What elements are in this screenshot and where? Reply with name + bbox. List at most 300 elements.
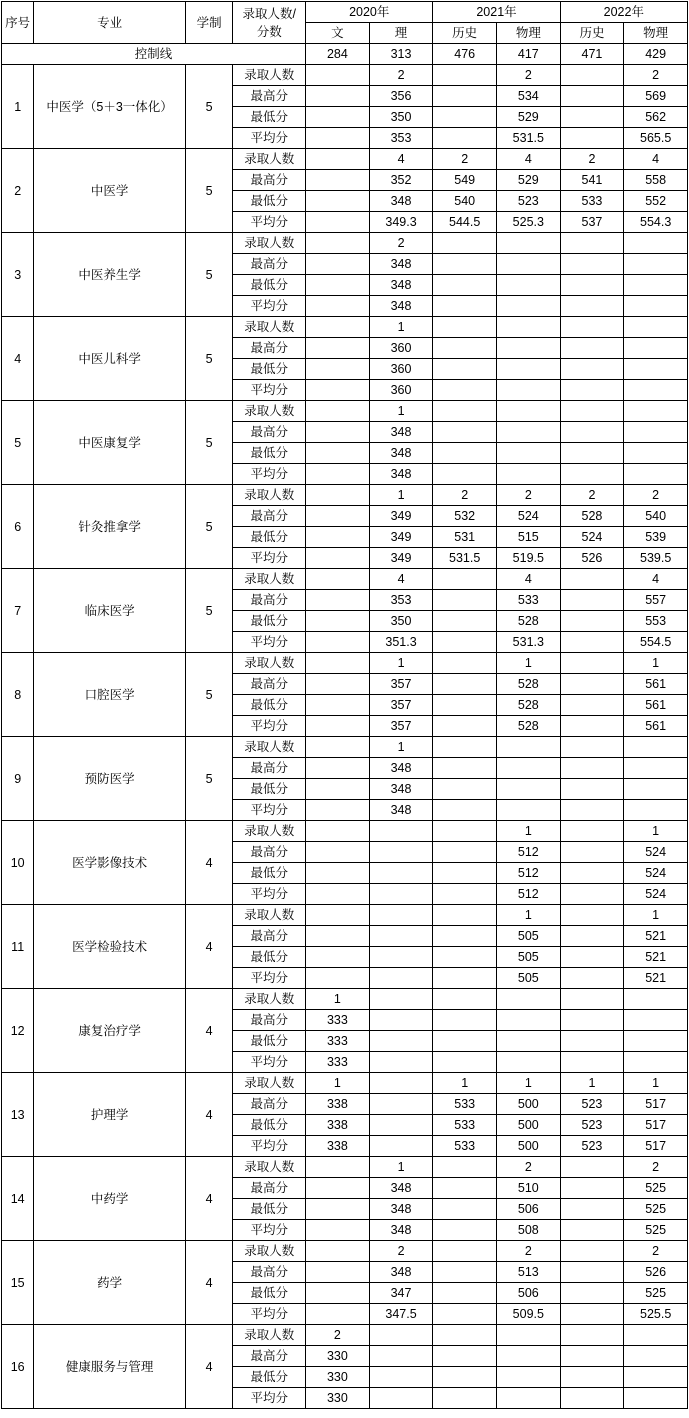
- score-cell: 338: [306, 1136, 370, 1157]
- score-cell: [306, 1199, 370, 1220]
- row-major: 中医学: [34, 149, 186, 233]
- score-cell: [433, 1178, 497, 1199]
- score-cell: 528: [497, 611, 561, 632]
- score-cell: [433, 128, 497, 149]
- score-cell: 360: [369, 338, 433, 359]
- score-cell: 4: [624, 569, 688, 590]
- score-cell: [369, 1325, 433, 1346]
- score-cell: 541: [560, 170, 624, 191]
- score-cell: [560, 233, 624, 254]
- row-no: 3: [2, 233, 34, 317]
- score-cell: [624, 989, 688, 1010]
- score-cell: [497, 989, 561, 1010]
- score-cell: 526: [560, 548, 624, 569]
- score-cell: [624, 1325, 688, 1346]
- score-cell: [624, 1052, 688, 1073]
- score-cell: [433, 611, 497, 632]
- score-cell: 357: [369, 716, 433, 737]
- metric-label: 最低分: [233, 1367, 306, 1388]
- metric-label: 最低分: [233, 359, 306, 380]
- score-cell: 509.5: [497, 1304, 561, 1325]
- score-cell: [306, 632, 370, 653]
- score-cell: 533: [433, 1136, 497, 1157]
- metric-label: 平均分: [233, 1136, 306, 1157]
- metric-label: 最低分: [233, 527, 306, 548]
- score-cell: [306, 716, 370, 737]
- score-cell: 529: [497, 170, 561, 191]
- score-cell: [560, 128, 624, 149]
- table-row: [2, 905, 688, 926]
- score-cell: [433, 1325, 497, 1346]
- metric-label: 最高分: [233, 1178, 306, 1199]
- score-cell: [560, 1367, 624, 1388]
- score-cell: 553: [624, 611, 688, 632]
- table-row: [2, 1325, 688, 1346]
- table-row: [2, 989, 688, 1010]
- row-major: 中药学: [34, 1157, 186, 1241]
- score-cell: [433, 317, 497, 338]
- score-cell: [433, 338, 497, 359]
- score-cell: [433, 1367, 497, 1388]
- metric-label: 最高分: [233, 842, 306, 863]
- score-cell: [497, 1031, 561, 1052]
- score-cell: 353: [369, 590, 433, 611]
- score-cell: 349: [369, 548, 433, 569]
- score-cell: [624, 401, 688, 422]
- row-major: 预防医学: [34, 737, 186, 821]
- score-cell: [624, 737, 688, 758]
- row-no: 9: [2, 737, 34, 821]
- row-no: 14: [2, 1157, 34, 1241]
- score-cell: [624, 1367, 688, 1388]
- score-cell: [369, 884, 433, 905]
- score-cell: 533: [560, 191, 624, 212]
- metric-label: 最低分: [233, 107, 306, 128]
- score-cell: 333: [306, 1031, 370, 1052]
- score-cell: [306, 254, 370, 275]
- row-length: 5: [185, 233, 232, 317]
- score-cell: [433, 296, 497, 317]
- score-cell: [497, 275, 561, 296]
- score-cell: [433, 842, 497, 863]
- row-major: 康复治疗学: [34, 989, 186, 1073]
- score-cell: [497, 254, 561, 275]
- score-cell: 525.5: [624, 1304, 688, 1325]
- score-cell: [624, 338, 688, 359]
- table-row: [2, 1157, 688, 1178]
- header-row-1: [2, 2, 688, 23]
- score-cell: [433, 1241, 497, 1262]
- score-cell: 540: [624, 506, 688, 527]
- metric-label: 最高分: [233, 254, 306, 275]
- score-cell: 330: [306, 1346, 370, 1367]
- score-cell: [433, 86, 497, 107]
- score-cell: [306, 695, 370, 716]
- row-no: 4: [2, 317, 34, 401]
- score-cell: [560, 737, 624, 758]
- metric-label: 平均分: [233, 884, 306, 905]
- score-cell: [560, 1199, 624, 1220]
- score-cell: 528: [497, 674, 561, 695]
- score-cell: [433, 821, 497, 842]
- metric-label: 录取人数: [233, 233, 306, 254]
- table-row: [2, 485, 688, 506]
- score-cell: 330: [306, 1367, 370, 1388]
- metric-label: 最高分: [233, 506, 306, 527]
- score-cell: [306, 275, 370, 296]
- score-cell: 1: [560, 1073, 624, 1094]
- score-cell: 1: [306, 989, 370, 1010]
- score-cell: [369, 947, 433, 968]
- row-length: 5: [185, 485, 232, 569]
- score-cell: [306, 485, 370, 506]
- row-no: 1: [2, 65, 34, 149]
- metric-label: 最低分: [233, 1115, 306, 1136]
- score-cell: 347.5: [369, 1304, 433, 1325]
- score-cell: 500: [497, 1094, 561, 1115]
- header-2022-wuli: 物理: [624, 23, 688, 44]
- table-body: [2, 44, 688, 1409]
- row-no: 8: [2, 653, 34, 737]
- score-cell: 500: [497, 1115, 561, 1136]
- score-cell: [560, 989, 624, 1010]
- score-cell: 347: [369, 1283, 433, 1304]
- score-cell: 523: [497, 191, 561, 212]
- score-cell: 348: [369, 422, 433, 443]
- score-cell: 531: [433, 527, 497, 548]
- score-cell: [306, 1157, 370, 1178]
- score-cell: 525: [624, 1220, 688, 1241]
- score-cell: [306, 527, 370, 548]
- metric-label: 录取人数: [233, 65, 306, 86]
- score-cell: 533: [433, 1094, 497, 1115]
- score-cell: 333: [306, 1052, 370, 1073]
- score-cell: [497, 779, 561, 800]
- control-line-value: 429: [624, 44, 688, 65]
- score-cell: 349: [369, 506, 433, 527]
- row-length: 4: [185, 821, 232, 905]
- score-cell: [433, 233, 497, 254]
- header-2021-lishi: 历史: [433, 23, 497, 44]
- score-cell: 565.5: [624, 128, 688, 149]
- score-cell: 348: [369, 1178, 433, 1199]
- score-cell: 1: [369, 1157, 433, 1178]
- metric-label: 最高分: [233, 674, 306, 695]
- score-cell: 1: [306, 1073, 370, 1094]
- score-cell: [560, 905, 624, 926]
- score-cell: 525.3: [497, 212, 561, 233]
- header-2020-wen: 文: [306, 23, 370, 44]
- score-cell: [433, 1199, 497, 1220]
- score-cell: [624, 779, 688, 800]
- score-cell: 512: [497, 884, 561, 905]
- score-cell: [497, 464, 561, 485]
- score-cell: 2: [369, 65, 433, 86]
- score-cell: 349: [369, 527, 433, 548]
- score-cell: [369, 1136, 433, 1157]
- score-cell: [624, 443, 688, 464]
- score-cell: 552: [624, 191, 688, 212]
- score-cell: 531.5: [433, 548, 497, 569]
- score-cell: [560, 1283, 624, 1304]
- score-cell: [560, 779, 624, 800]
- row-length: 4: [185, 1157, 232, 1241]
- score-cell: [433, 968, 497, 989]
- score-cell: 348: [369, 1262, 433, 1283]
- score-cell: [433, 1052, 497, 1073]
- row-length: 5: [185, 317, 232, 401]
- score-cell: [560, 380, 624, 401]
- metric-label: 最高分: [233, 926, 306, 947]
- metric-label: 平均分: [233, 1052, 306, 1073]
- score-cell: 569: [624, 86, 688, 107]
- score-cell: 1: [624, 905, 688, 926]
- score-cell: [306, 1304, 370, 1325]
- score-cell: [369, 926, 433, 947]
- row-length: 4: [185, 1325, 232, 1409]
- score-cell: [369, 905, 433, 926]
- control-line-value: 417: [497, 44, 561, 65]
- row-length: 5: [185, 653, 232, 737]
- score-cell: [624, 758, 688, 779]
- score-cell: [497, 1367, 561, 1388]
- admission-score-table: [1, 1, 688, 1409]
- score-cell: 1: [624, 821, 688, 842]
- metric-label: 录取人数: [233, 653, 306, 674]
- score-cell: [433, 1388, 497, 1409]
- table-row: [2, 1241, 688, 1262]
- score-cell: 2: [433, 485, 497, 506]
- score-cell: 2: [369, 1241, 433, 1262]
- metric-label: 最低分: [233, 695, 306, 716]
- control-line-value: 313: [369, 44, 433, 65]
- score-cell: 1: [497, 821, 561, 842]
- score-cell: 523: [560, 1094, 624, 1115]
- row-major: 医学检验技术: [34, 905, 186, 989]
- score-cell: [306, 653, 370, 674]
- score-cell: [497, 296, 561, 317]
- score-cell: 2: [369, 233, 433, 254]
- score-cell: [560, 674, 624, 695]
- score-cell: [497, 1325, 561, 1346]
- score-cell: [497, 233, 561, 254]
- score-cell: 508: [497, 1220, 561, 1241]
- score-cell: [369, 1010, 433, 1031]
- score-cell: [306, 128, 370, 149]
- score-cell: [560, 695, 624, 716]
- score-cell: 549: [433, 170, 497, 191]
- header-2022-lishi: 历史: [560, 23, 624, 44]
- score-cell: 524: [624, 842, 688, 863]
- score-cell: 2: [624, 65, 688, 86]
- score-cell: [497, 338, 561, 359]
- metric-label: 平均分: [233, 128, 306, 149]
- score-cell: [306, 863, 370, 884]
- score-cell: 512: [497, 863, 561, 884]
- score-cell: [433, 695, 497, 716]
- score-cell: [560, 1052, 624, 1073]
- metric-label: 录取人数: [233, 149, 306, 170]
- score-cell: 505: [497, 926, 561, 947]
- score-cell: [560, 422, 624, 443]
- score-cell: [433, 380, 497, 401]
- score-cell: [560, 1031, 624, 1052]
- score-cell: [560, 338, 624, 359]
- score-cell: 513: [497, 1262, 561, 1283]
- score-cell: 1: [369, 485, 433, 506]
- table-row: [2, 737, 688, 758]
- score-cell: [560, 1220, 624, 1241]
- score-cell: 521: [624, 968, 688, 989]
- score-cell: [560, 296, 624, 317]
- score-cell: 528: [497, 695, 561, 716]
- score-cell: 532: [433, 506, 497, 527]
- score-cell: 1: [624, 1073, 688, 1094]
- score-cell: 350: [369, 107, 433, 128]
- table-row: [2, 1073, 688, 1094]
- score-cell: [306, 212, 370, 233]
- score-cell: 534: [497, 86, 561, 107]
- score-cell: 2: [560, 149, 624, 170]
- score-cell: 2: [497, 65, 561, 86]
- score-cell: 506: [497, 1199, 561, 1220]
- score-cell: [306, 569, 370, 590]
- metric-label: 平均分: [233, 212, 306, 233]
- score-cell: [560, 611, 624, 632]
- header-year-2021: 2021年: [433, 2, 560, 23]
- score-cell: [306, 905, 370, 926]
- score-cell: [560, 968, 624, 989]
- score-cell: 540: [433, 191, 497, 212]
- score-cell: 525: [624, 1178, 688, 1199]
- metric-label: 平均分: [233, 464, 306, 485]
- score-cell: 531.3: [497, 632, 561, 653]
- score-cell: [369, 1346, 433, 1367]
- header-metric: [233, 2, 306, 44]
- score-cell: [497, 1052, 561, 1073]
- score-cell: 1: [624, 653, 688, 674]
- score-cell: [306, 464, 370, 485]
- score-cell: [560, 800, 624, 821]
- table-row: [2, 401, 688, 422]
- score-cell: 561: [624, 716, 688, 737]
- row-major: 口腔医学: [34, 653, 186, 737]
- metric-label: 录取人数: [233, 1157, 306, 1178]
- row-no: 5: [2, 401, 34, 485]
- header-2020-li: 理: [369, 23, 433, 44]
- metric-label: 最高分: [233, 590, 306, 611]
- table-head: [2, 2, 688, 44]
- score-cell: [560, 464, 624, 485]
- control-line-row: [2, 44, 688, 65]
- score-cell: [306, 422, 370, 443]
- metric-label: 最高分: [233, 1094, 306, 1115]
- score-cell: [433, 1262, 497, 1283]
- score-cell: 521: [624, 926, 688, 947]
- score-cell: 1: [369, 653, 433, 674]
- score-cell: [369, 1094, 433, 1115]
- metric-label: 最高分: [233, 338, 306, 359]
- score-cell: [624, 254, 688, 275]
- metric-label: 平均分: [233, 716, 306, 737]
- score-cell: [560, 107, 624, 128]
- score-cell: 356: [369, 86, 433, 107]
- score-cell: 561: [624, 695, 688, 716]
- row-major: 中医康复学: [34, 401, 186, 485]
- score-cell: 554.5: [624, 632, 688, 653]
- score-cell: [624, 380, 688, 401]
- score-cell: [369, 989, 433, 1010]
- score-cell: [433, 1010, 497, 1031]
- score-cell: 562: [624, 107, 688, 128]
- score-cell: [306, 926, 370, 947]
- score-cell: [433, 800, 497, 821]
- score-cell: [433, 737, 497, 758]
- metric-label: 录取人数: [233, 1325, 306, 1346]
- header-metric-line2: 分数: [256, 24, 282, 39]
- score-cell: [433, 632, 497, 653]
- score-cell: [560, 1010, 624, 1031]
- metric-label: 平均分: [233, 380, 306, 401]
- score-cell: [624, 317, 688, 338]
- score-cell: [433, 107, 497, 128]
- score-cell: [433, 1157, 497, 1178]
- score-cell: 351.3: [369, 632, 433, 653]
- score-cell: [560, 863, 624, 884]
- metric-label: 最低分: [233, 1031, 306, 1052]
- score-cell: [497, 1346, 561, 1367]
- row-length: 4: [185, 1241, 232, 1325]
- score-cell: 357: [369, 674, 433, 695]
- score-cell: [369, 968, 433, 989]
- score-cell: [433, 569, 497, 590]
- score-cell: [369, 1367, 433, 1388]
- metric-label: 平均分: [233, 800, 306, 821]
- score-cell: 505: [497, 968, 561, 989]
- score-cell: 350: [369, 611, 433, 632]
- score-cell: [560, 653, 624, 674]
- score-cell: 561: [624, 674, 688, 695]
- score-cell: [497, 800, 561, 821]
- row-no: 16: [2, 1325, 34, 1409]
- score-cell: [433, 1283, 497, 1304]
- score-cell: [433, 254, 497, 275]
- header-metric-line1: 录取人数/: [242, 6, 296, 21]
- score-cell: 348: [369, 758, 433, 779]
- score-cell: 330: [306, 1388, 370, 1409]
- metric-label: 最低分: [233, 947, 306, 968]
- row-length: 5: [185, 569, 232, 653]
- score-cell: 524: [560, 527, 624, 548]
- score-cell: [433, 779, 497, 800]
- score-cell: [497, 359, 561, 380]
- score-cell: [369, 842, 433, 863]
- table-row: [2, 65, 688, 86]
- score-cell: [433, 758, 497, 779]
- score-cell: 348: [369, 779, 433, 800]
- score-cell: 338: [306, 1094, 370, 1115]
- score-cell: [306, 380, 370, 401]
- score-cell: 1: [497, 653, 561, 674]
- score-cell: [306, 842, 370, 863]
- score-cell: 521: [624, 947, 688, 968]
- score-cell: 539.5: [624, 548, 688, 569]
- score-cell: 524: [497, 506, 561, 527]
- score-cell: [560, 275, 624, 296]
- score-cell: 4: [497, 149, 561, 170]
- metric-label: 最高分: [233, 1262, 306, 1283]
- score-cell: 2: [624, 485, 688, 506]
